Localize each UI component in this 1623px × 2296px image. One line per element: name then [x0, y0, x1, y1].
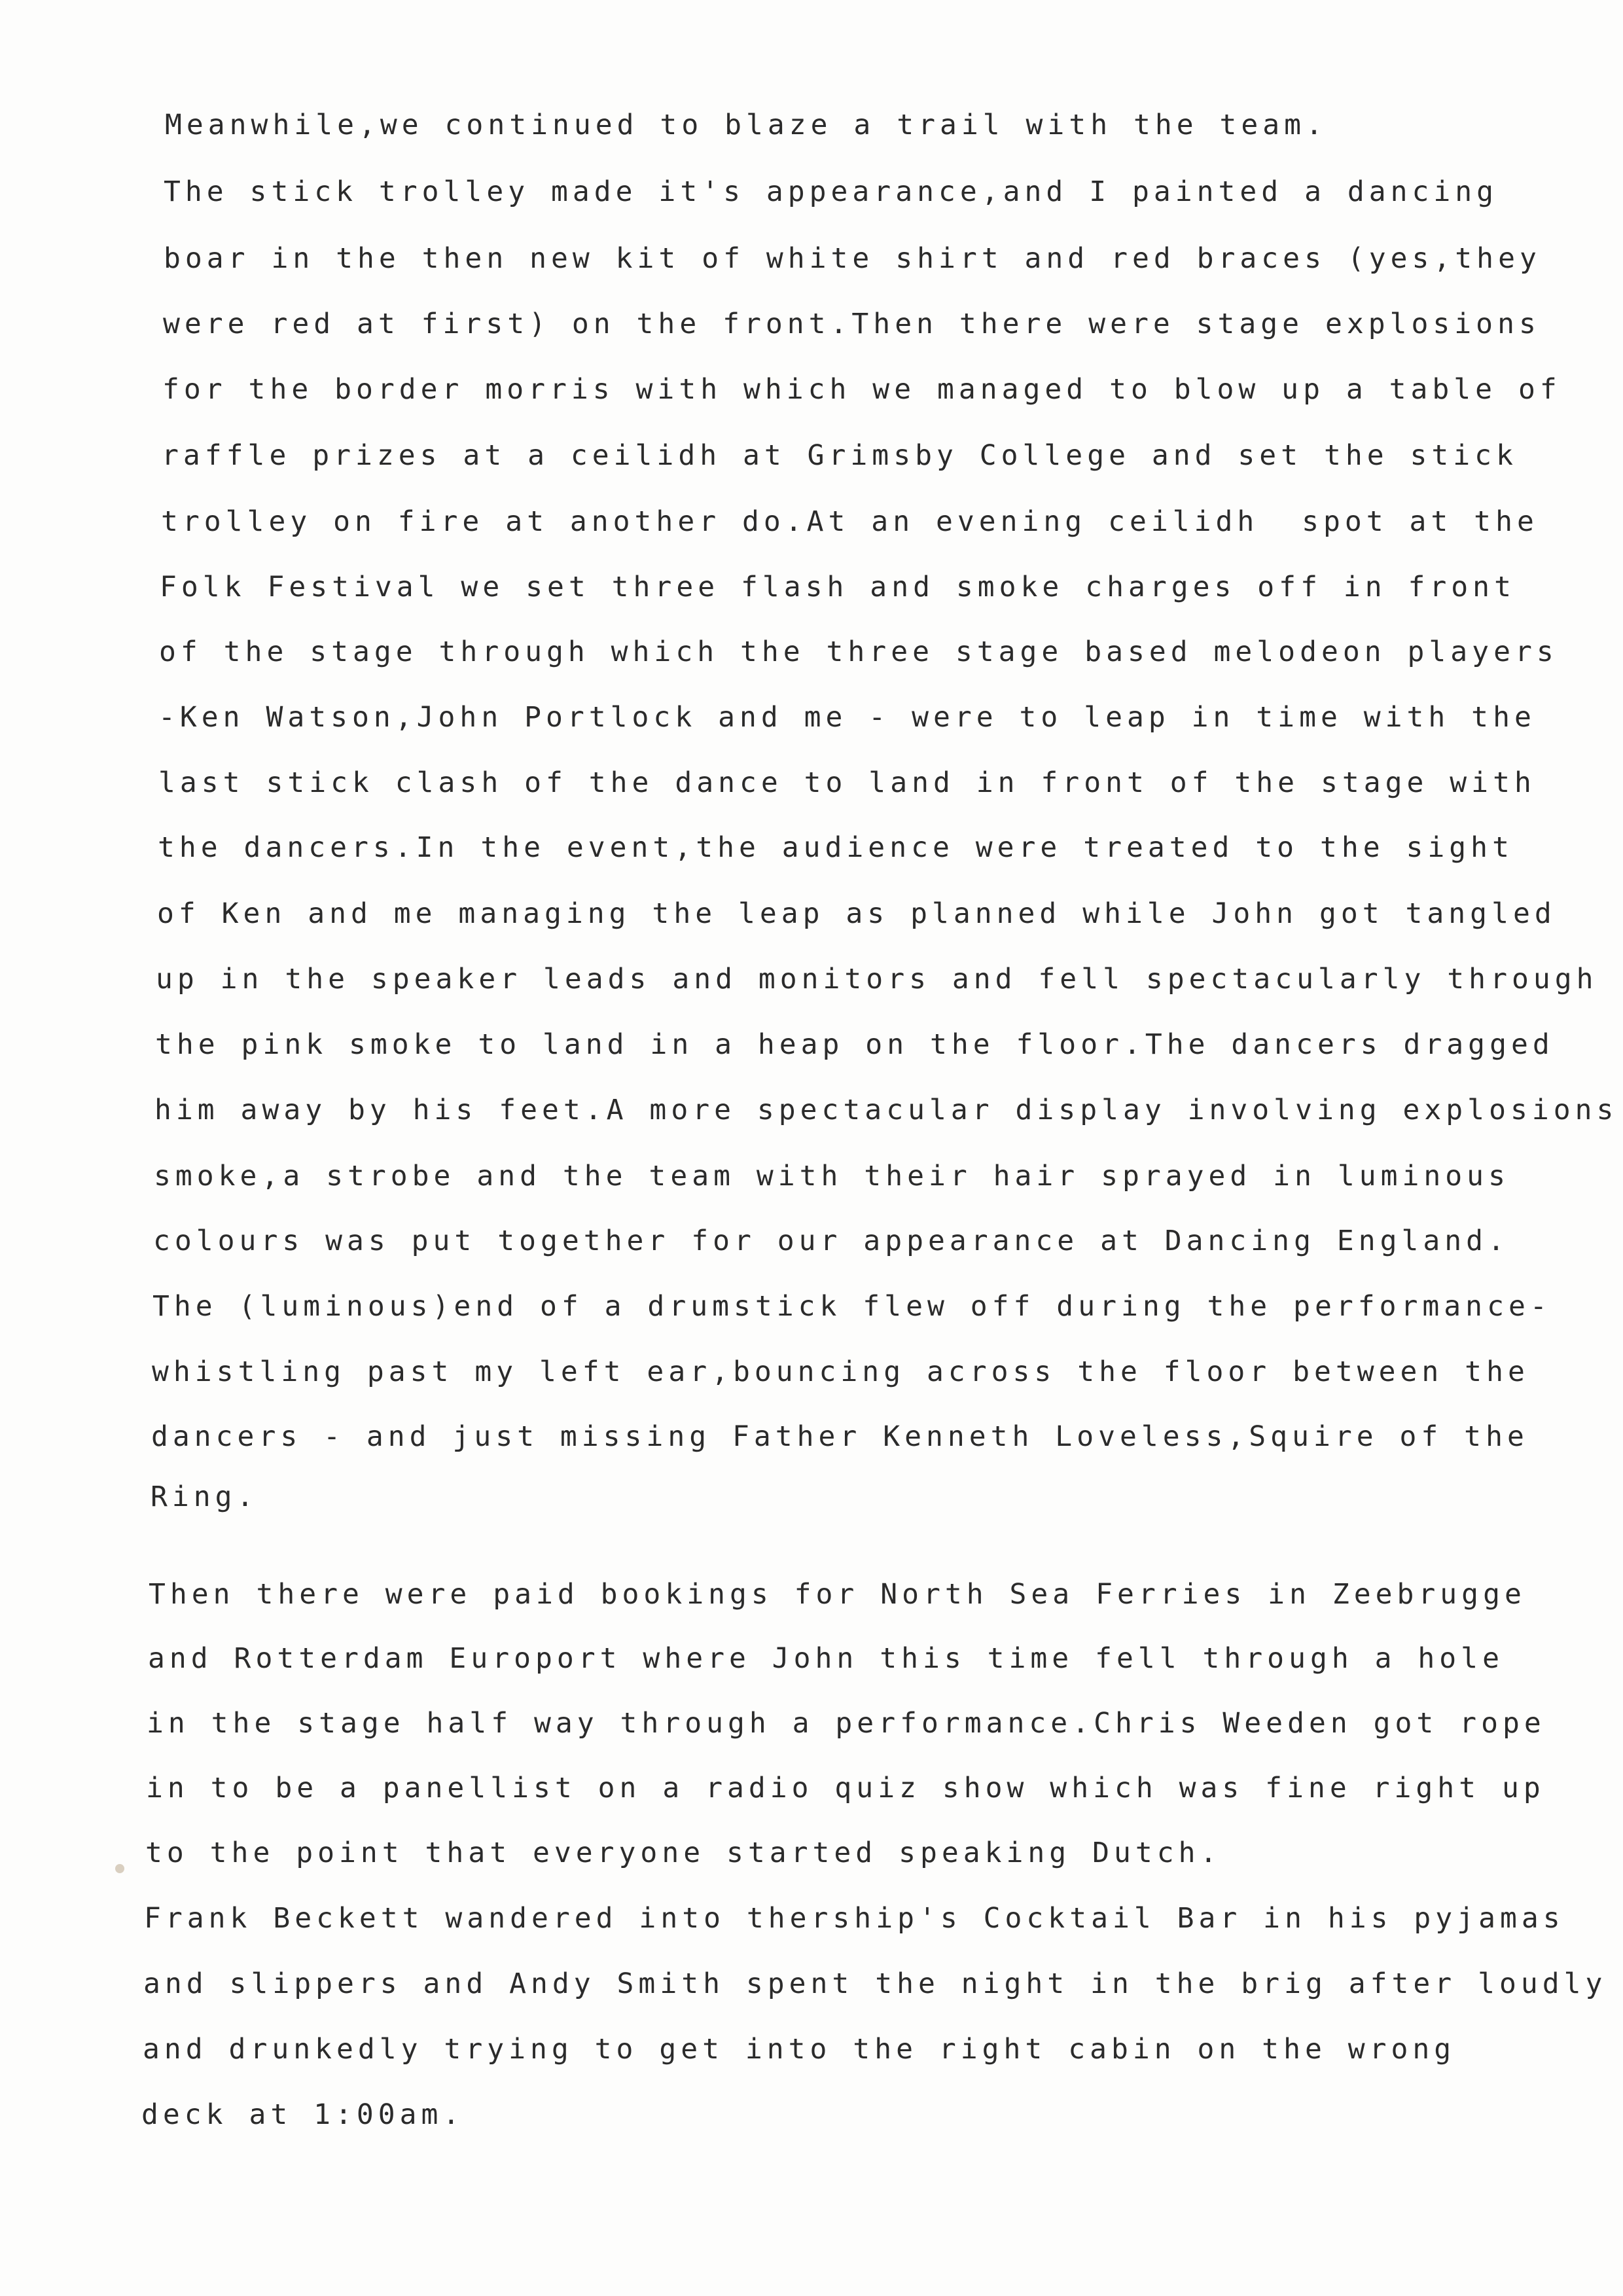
text-line: whistling past my left ear,bouncing across the floor between the [152, 1355, 1529, 1388]
text-line: The (luminous)end of a drumstick flew off during the performance- [152, 1290, 1552, 1323]
text-line: in the stage half way through a performance.Chris Weeden got rope [147, 1707, 1546, 1740]
text-line: -Ken Watson,John Portlock and me - were to leap in time with the [158, 701, 1536, 734]
text-line: trolley on fire at another do.At an evening ceilidh spot at the [161, 505, 1539, 538]
text-line: boar in the then new kit of white shirt and red braces (yes,they [164, 242, 1541, 275]
text-line: in to be a panellist on a radio quiz show which was fine right up [146, 1772, 1545, 1804]
text-line: Ring. [151, 1480, 259, 1513]
text-line: of the stage through which the three stage based melodeon players [159, 636, 1558, 668]
text-line: Frank Beckett wandered into thership's Cocktail Bar in his pyjamas [144, 1902, 1565, 1935]
text-line: dancers - and just missing Father Kenneth Loveless,Squire of the [151, 1420, 1529, 1453]
text-line: the pink smoke to land in a heap on the floor.The dancers dragged [155, 1028, 1554, 1061]
text-line: the dancers.In the event,the audience were treated to the sight [158, 831, 1514, 864]
text-line: smoke,a strobe and the team with their hair sprayed in luminous [154, 1160, 1510, 1193]
text-line: for the border morris with which we managed to blow up a table of [162, 373, 1561, 406]
text-line: and Rotterdam Europort where John this time fell through a hole [148, 1642, 1504, 1675]
text-line: Folk Festival we set three flash and smoke charges off in front [160, 571, 1516, 603]
text-line: and drunkedly trying to get into the right cabin on the wrong [143, 2033, 1456, 2066]
text-line: Meanwhile,we continued to blaze a trail with the team. [165, 109, 1327, 141]
text-line: him away by his feet.A more spectacular display involving explosions [154, 1094, 1618, 1126]
text-line: were red at first) on the front.Then there were stage explosions [163, 308, 1541, 340]
text-line: and slippers and Andy Smith spent the night in the brig after loudly [143, 1967, 1607, 2000]
text-line: raffle prizes at a ceilidh at Grimsby College and set the stick [162, 439, 1518, 472]
text-line: The stick trolley made it's appearance,and I painted a dancing [164, 175, 1499, 208]
text-line: last stick clash of the dance to land in front of the stage with [158, 766, 1536, 799]
paper-mark [115, 1864, 124, 1873]
text-line: to the point that everyone started speaking Dutch. [145, 1837, 1222, 1869]
text-line: of Ken and me managing the leap as planned while John got tangled [157, 897, 1556, 930]
text-line: deck at 1:00am. [141, 2098, 465, 2131]
text-line: colours was put together for our appearance at Dancing England. [153, 1225, 1509, 1257]
text-line: up in the speaker leads and monitors and fell spectacularly through [156, 963, 1598, 996]
text-line: Then there were paid bookings for North Sea Ferries in Zeebrugge [149, 1578, 1526, 1611]
